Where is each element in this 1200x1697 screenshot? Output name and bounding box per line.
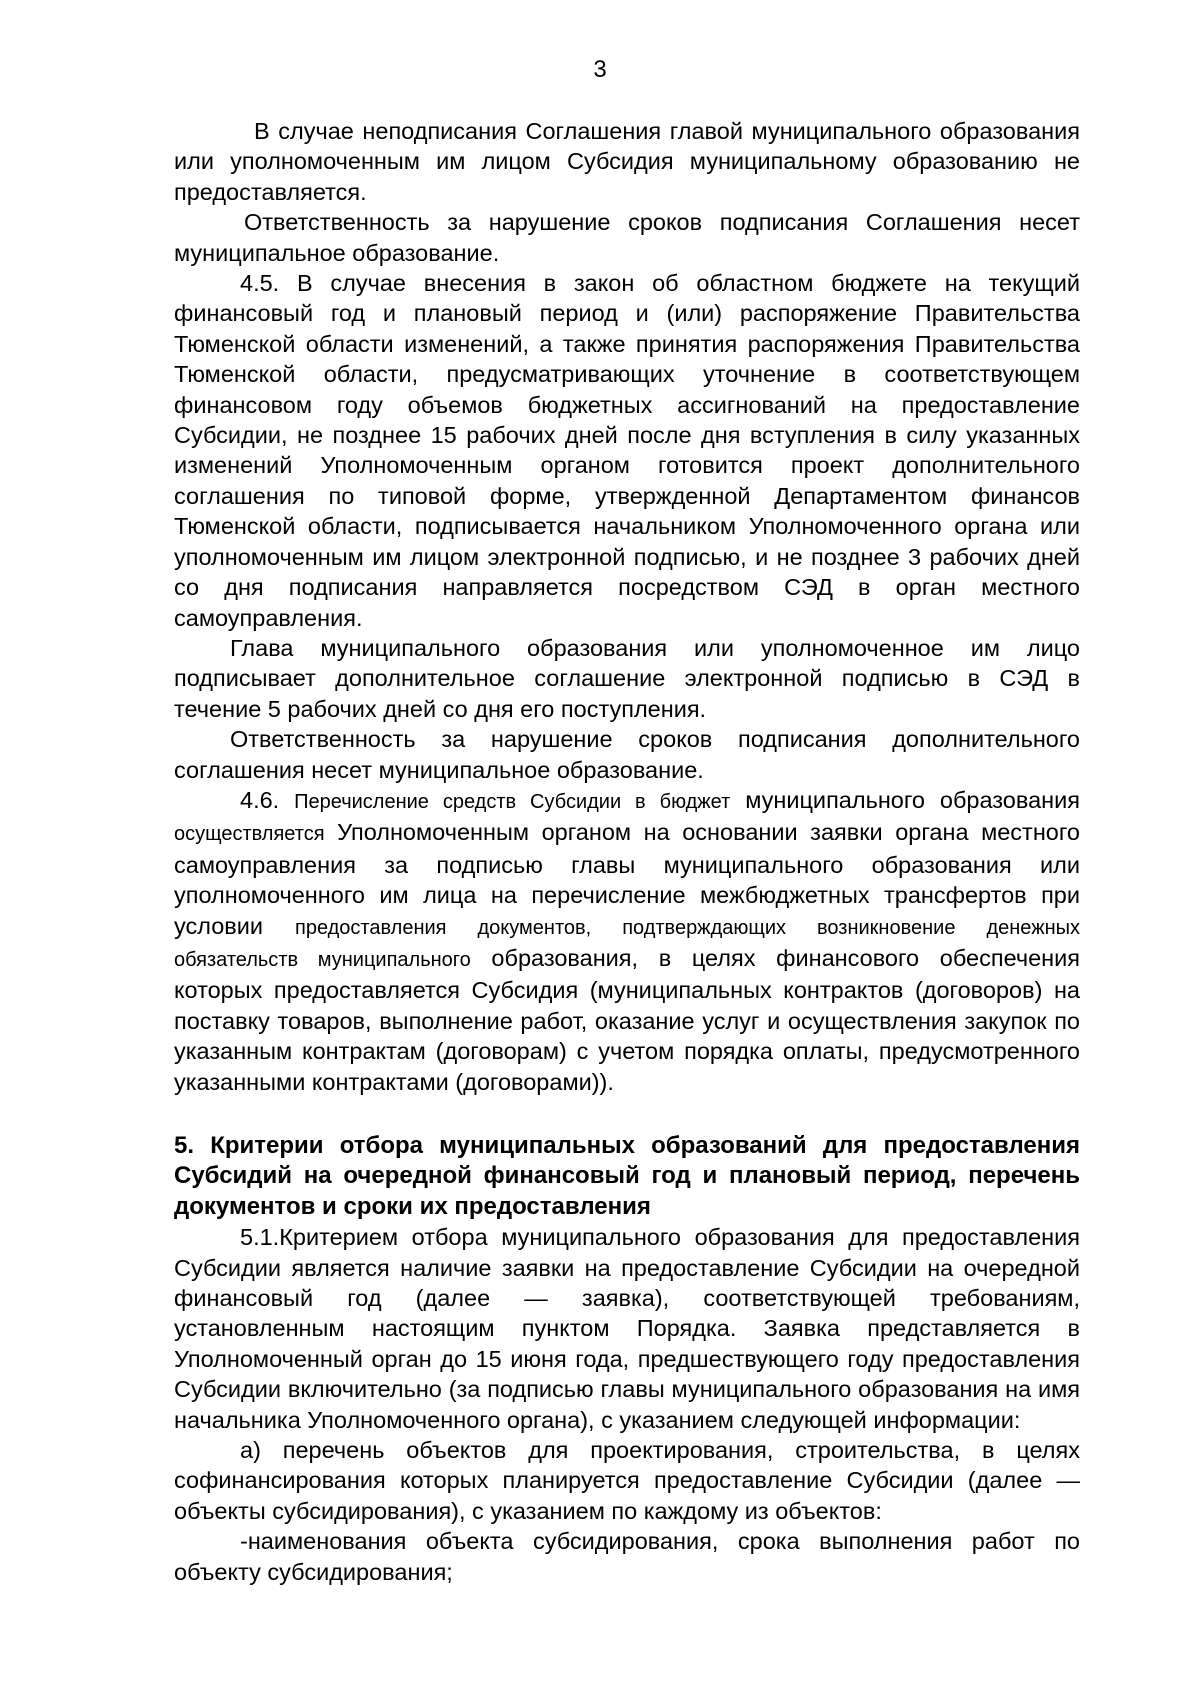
paragraph-responsibility-additional: Ответственность за нарушение сроков подписания дополнительного соглашения несет муниципальное образование. bbox=[174, 726, 1080, 783]
p46-part-d: осуществляется bbox=[174, 823, 325, 846]
paragraph-head-signs: Глава муниципального образования или уполномоченное им лицо подписывает дополнительное соглашение электронной подписью в СЭД в течение 5 рабочих дней со дня его поступления. bbox=[174, 634, 1080, 722]
paragraph-responsibility-agreement: Ответственность за нарушение сроков подписания Соглашения несет муниципальное образование. bbox=[174, 209, 1080, 266]
section-5-title: 5. Критерии отбора муниципальных образований для предоставления Субсидий на очередной финансовый год и плановый период, перечень документов и сроки их предоставления bbox=[174, 1132, 1080, 1220]
page-number: 3 bbox=[593, 56, 607, 83]
p46-number: 4.6. bbox=[240, 786, 295, 813]
paragraph-4-6 bbox=[174, 785, 1080, 1097]
p46-part-f: предоставления документов, подтверждающих возникновение денежных обязательств муниципального bbox=[174, 916, 1080, 971]
section-gap bbox=[174, 1097, 1080, 1131]
paragraph-5-1: 5.1.Критерием отбора муниципального образования для предоставления Субсидии является наличие заявки на предоставление Субсидии на очередной финансовый год (далее — заявка), соответствующей требованиям, установленным настоящим пунктом Порядка. Заявка представляется в Уполномоченный орган до 15 июня года, предшествующего году предоставления Субсидии включительно (за подписью главы муниципального образования на имя начальника Уполномоченного органа), с указанием следующей информации: bbox=[174, 1224, 1080, 1433]
paragraph-5-1-a: а) перечень объектов для проектирования, строительства, в целях софинансирования которых планируется предоставление Субсидии (далее — объекты субсидирования), с указанием по каждому из объектов: bbox=[174, 1437, 1080, 1524]
p46-part-g: образования, в целях финансового обеспечения которых предоставляется Субсидия (муниципальных контрактов (договоров) на поставку товаров, выполнение работ, оказание услуг и осуществления закупок по указанным контрактам (договорам) с учетом порядка оплаты, предусмотренного указанными контрактами (договорами)). bbox=[174, 944, 1081, 1095]
p46-part-c: муниципального образования bbox=[730, 786, 1080, 813]
paragraph-5-1-a-item: -наименования объекта субсидирования, срока выполнения работ по объекту субсидирования; bbox=[174, 1528, 1080, 1585]
paragraph-unsigned-agreement: В случае неподписания Соглашения главой муниципального образования или уполномоченным им лицом Субсидия муниципальному образованию не предоставляется. bbox=[174, 118, 1080, 205]
p46-part-e: Уполномоченным органом на основании заявки органа местного самоуправления за подписью главы муниципального образования или уполномоченного им лица на перечисление межбюджетных трансфертов при условии bbox=[174, 819, 1080, 939]
document-body bbox=[174, 116, 1080, 1587]
paragraph-4-5: 4.5. В случае внесения в закон об областном бюджете на текущий финансовый год и плановый период и (или) распоряжение Правительства Тюменской области изменений, а также принятия распоряжения Правительства Тюменской области, предусматривающих уточнение в соответствующем финансовом году объемов бюджетных ассигнований на предоставление Субсидии, не позднее 15 рабочих дней после дня вступления в силу указанных изменений Уполномоченным органом готовится проект дополнительного соглашения по типовой форме, утвержденной Департаментом финансов Тюменской области, подписывается начальником Уполномоченного органа или уполномоченным им лицом электронной подписью, и не позднее 3 рабочих дней со дня подписания направляется посредством СЭД в орган местного самоуправления. bbox=[174, 270, 1080, 631]
p46-part-b: Перечисление средств Субсидии в бюджет bbox=[294, 790, 731, 813]
